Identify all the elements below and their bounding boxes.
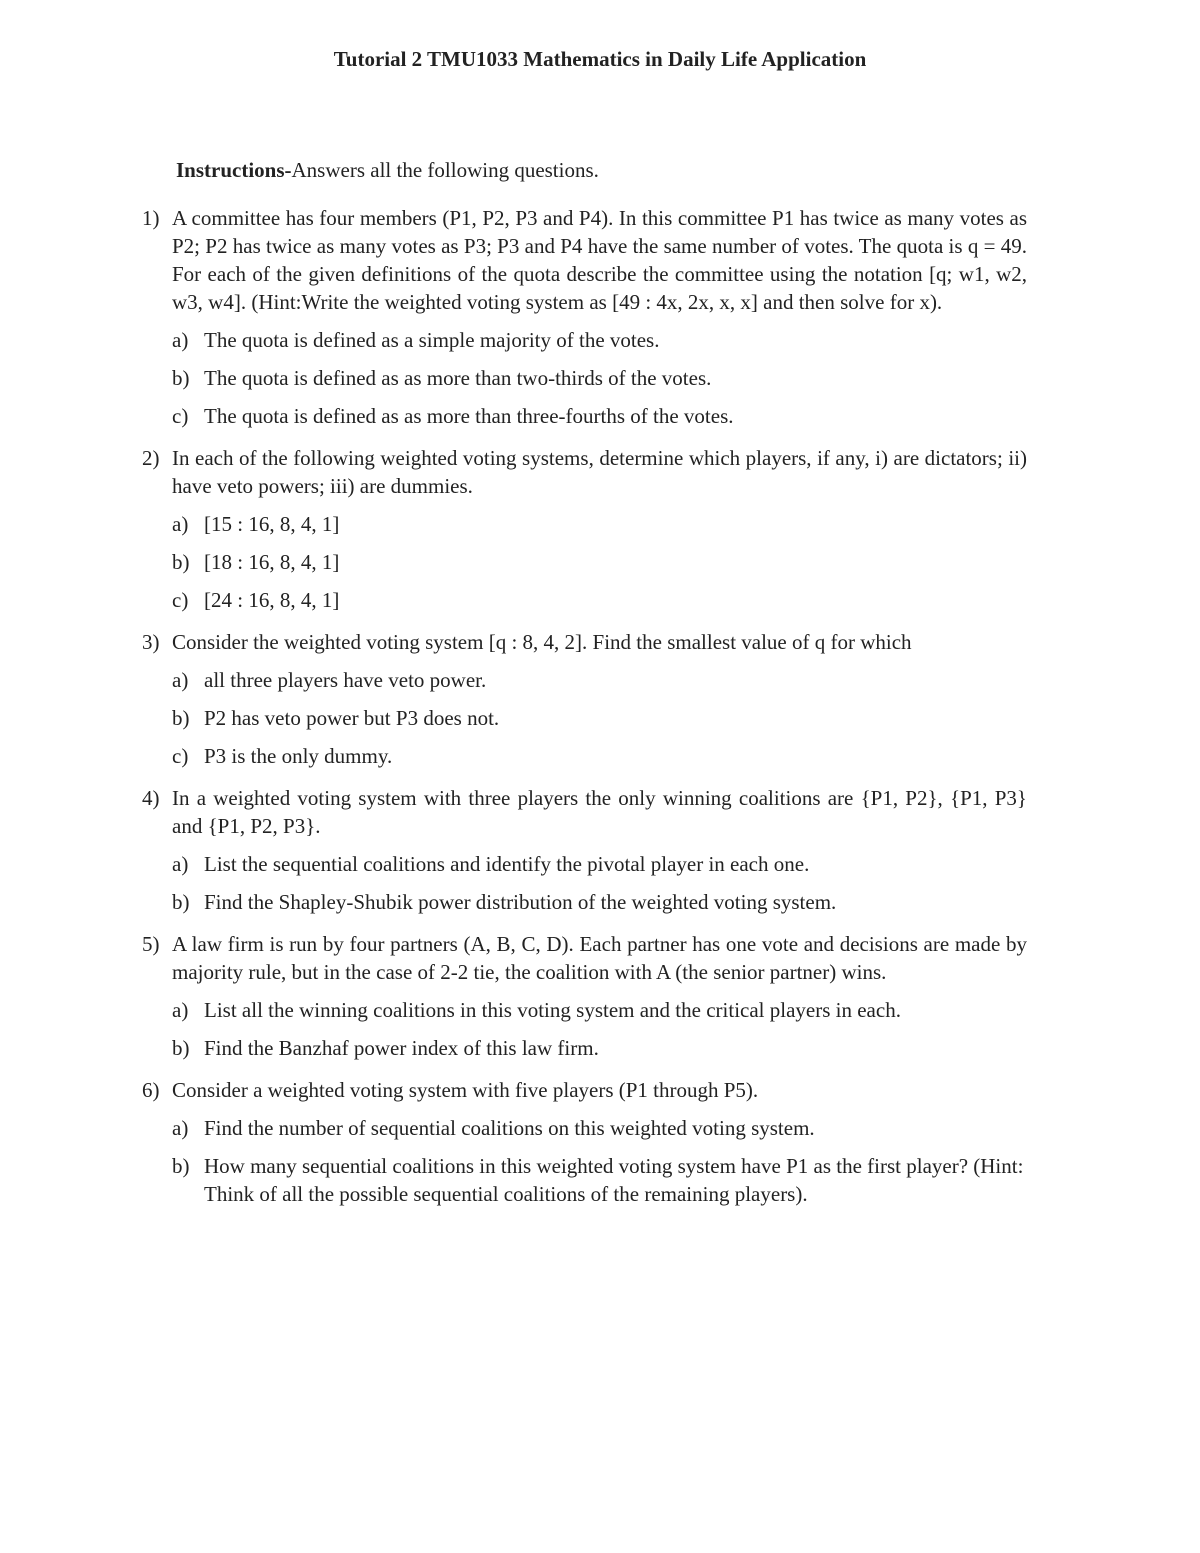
subpart — [0, 742, 1200, 770]
subpart — [0, 402, 1200, 430]
subpart-label: b) — [172, 890, 190, 914]
subpart-list — [0, 1114, 1200, 1208]
subpart — [0, 548, 1200, 576]
subpart-label: a) — [172, 512, 189, 536]
question-number: 2) — [142, 446, 160, 470]
subpart-text: [15 : 16, 8, 4, 1] — [204, 512, 340, 536]
question-2 — [0, 444, 1200, 614]
subpart — [0, 996, 1200, 1024]
subpart-list — [0, 996, 1200, 1062]
subpart — [0, 1114, 1200, 1142]
instructions-label: Instructions- — [176, 158, 292, 182]
subpart — [0, 510, 1200, 538]
subpart — [0, 586, 1200, 614]
subpart-text: Find the number of sequential coalitions on this weighted voting system. — [204, 1116, 815, 1140]
subpart-text: List all the winning coalitions in this voting system and the critical players in each. — [204, 998, 901, 1022]
subpart-text: Find the Banzhaf power index of this law firm. — [204, 1036, 599, 1060]
subpart — [0, 850, 1200, 878]
subpart-list — [0, 326, 1200, 430]
question-text: In a weighted voting system with three players the only winning coalitions are {P1, P2}, {P1, P3} and {P1, P2, P3}. — [172, 786, 1027, 838]
instructions-text: Answers all the following questions. — [291, 158, 599, 182]
subpart-text: Find the Shapley-Shubik power distribution of the weighted voting system. — [204, 890, 837, 914]
page-title: Tutorial 2 TMU1033 Mathematics in Daily Life Application — [333, 47, 867, 71]
subpart-label: b) — [172, 706, 190, 730]
subpart-label: a) — [172, 998, 189, 1022]
subpart-text: [24 : 16, 8, 4, 1] — [204, 588, 340, 612]
subpart-text: The quota is defined as as more than two-thirds of the votes. — [204, 366, 712, 390]
subpart — [0, 666, 1200, 694]
subpart-label: a) — [172, 852, 189, 876]
subpart — [0, 1152, 1200, 1208]
subpart-text: The quota is defined as a simple majority of the votes. — [204, 328, 660, 352]
question-5 — [0, 930, 1200, 1062]
question-text: A law firm is run by four partners (A, B, C, D). Each partner has one vote and decisions are made by majority rule, but in the case of 2-2 tie, the coalition with A (the senior partner) wins. — [172, 932, 1027, 984]
instructions — [176, 156, 1036, 184]
question-number: 1) — [142, 206, 160, 230]
question-number: 3) — [142, 630, 160, 654]
question-number: 4) — [142, 786, 160, 810]
subpart-label: a) — [172, 1116, 189, 1140]
subpart-list — [0, 666, 1200, 770]
subpart — [0, 326, 1200, 354]
subpart — [0, 364, 1200, 392]
subpart-label: b) — [172, 366, 190, 390]
subpart-label: a) — [172, 668, 189, 692]
subpart — [0, 1034, 1200, 1062]
subpart-text: The quota is defined as as more than three-fourths of the votes. — [204, 404, 734, 428]
question-number: 6) — [142, 1078, 160, 1102]
subpart-label: a) — [172, 328, 189, 352]
question-3 — [0, 628, 1200, 770]
subpart-text: How many sequential coalitions in this weighted voting system have P1 as the first player? (Hint: Think of all the possible sequential coalitions of the remaining players). — [204, 1154, 1024, 1206]
subpart-label: b) — [172, 1036, 190, 1060]
subpart-label: c) — [172, 404, 189, 428]
subpart-label: b) — [172, 1154, 190, 1178]
question-text: Consider a weighted voting system with five players (P1 through P5). — [172, 1078, 759, 1102]
question-text: Consider the weighted voting system [q : 8, 4, 2]. Find the smallest value of q for which — [172, 630, 912, 654]
subpart-text: P2 has veto power but P3 does not. — [204, 706, 500, 730]
question-list — [0, 204, 1200, 1222]
question-4 — [0, 784, 1200, 916]
question-text: A committee has four members (P1, P2, P3 and P4). In this committee P1 has twice as many votes as P2; P2 has twice as many votes as P3; P3 and P4 have the same number of votes. The quota is q = 49. For each of the given definitions of the quota describe the committee using the notation [q; w1, w2, w3, w4]. (Hint:Write the weighted voting system as [49 : 4x, 2x, x, x] and then solve for x). — [172, 206, 1027, 314]
subpart-label: b) — [172, 550, 190, 574]
subpart — [0, 888, 1200, 916]
question-6 — [0, 1076, 1200, 1208]
subpart-text: [18 : 16, 8, 4, 1] — [204, 550, 340, 574]
subpart-text: P3 is the only dummy. — [204, 744, 393, 768]
question-number: 5) — [142, 932, 160, 956]
subpart-list — [0, 850, 1200, 916]
question-1 — [0, 204, 1200, 430]
question-text: In each of the following weighted voting systems, determine which players, if any, i) are dictators; ii) have veto powers; iii) are dummies. — [172, 446, 1027, 498]
subpart-list — [0, 510, 1200, 614]
subpart-label: c) — [172, 744, 189, 768]
subpart — [0, 704, 1200, 732]
subpart-text: List the sequential coalitions and identify the pivotal player in each one. — [204, 852, 810, 876]
subpart-text: all three players have veto power. — [204, 668, 487, 692]
subpart-label: c) — [172, 588, 189, 612]
